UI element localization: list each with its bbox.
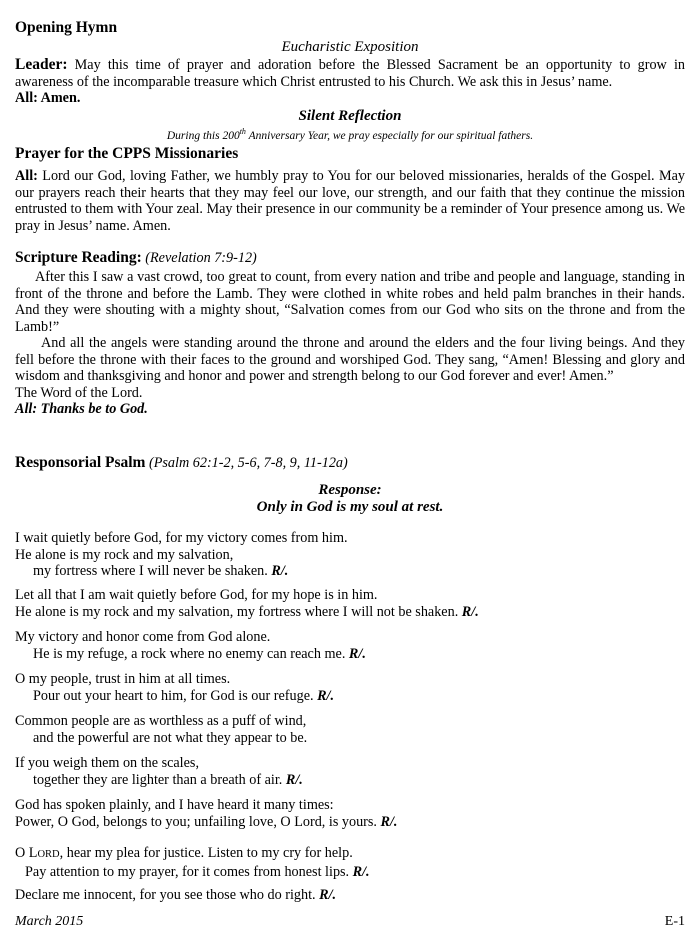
psalm-stanza-1: I wait quietly before God, for my victory comes from him. He alone is my rock and my salvation, my fortress where I will never be shaken. R/.	[15, 530, 348, 579]
response-label: Response:	[318, 482, 382, 498]
missionaries-heading: Prayer for the CPPS Missionaries	[15, 145, 239, 162]
psalm-heading: Responsorial Psalm (Psalm 62:1-2, 5-6, 7-8, 9, 11-12a)	[15, 454, 348, 471]
word-of-the-lord: The Word of the Lord.	[15, 384, 143, 401]
opening-hymn-heading: Opening Hymn	[15, 19, 118, 36]
all-amen: All: Amen.	[15, 90, 81, 106]
missionaries-prayer: All: Lord our God, loving Father, we humbly pray to You for our beloved missionaries, heralds of the Gospel. May our prayers reach their hearts that they may feel our love, our strength, and our faith that they continue the mission entrusted to them with Your zeal. May their presence in our community be a reminder of Your presence among us. We pray in Jesus’ name. Amen.	[15, 168, 685, 234]
scripture-heading: Scripture Reading: (Revelation 7:9-12)	[15, 249, 257, 266]
exposition-heading: Eucharistic Exposition	[281, 39, 419, 55]
scripture-paragraph-1: After this I saw a vast crowd, too great to count, from every nation and tribe and people and language, standing in front of the throne and before the Lamb. They were clothed in white robes and held palm branches in their hands. And they were shouting with a mighty shout, “Salvation comes from our God who sits on the throne and from the Lamb!”	[15, 269, 685, 335]
page-number: E-1	[664, 914, 685, 929]
psalm-stanza-8: O LORD, hear my plea for justice. Listen to my cry for help. Pay attention to my prayer, for it comes from honest lips. R/.	[15, 845, 370, 880]
leader-prayer	[15, 57, 685, 90]
leader-label: Leader:	[15, 56, 68, 73]
page-footer	[15, 914, 685, 931]
psalm-stanza-2: Let all that I am wait quietly before God, for my hope is in him. He alone is my rock and my salvation, my fortress where I will not be shaken. R/.	[15, 587, 479, 620]
psalm-stanza-7: God has spoken plainly, and I have heard it many times: Power, O God, belongs to you; unfailing love, O Lord, is yours. R/.	[15, 797, 398, 830]
leader-text: May this time of prayer and adoration before the Blessed Sacrament be an opportunity to grow in awareness of the incomparable treasure which Christ entrusted to his Church. We ask this in Jesus’ name.	[15, 57, 685, 90]
response-text: Only in God is my soul at rest.	[256, 498, 444, 515]
psalm-stanza-3: My victory and honor come from God alone. He is my refuge, a rock where no enemy can reach me. R/.	[15, 629, 366, 662]
silent-reflection-heading: Silent Reflection	[298, 108, 402, 124]
scripture-paragraph-2: And all the angels were standing around the throne and around the elders and the four living beings. And they fell before the throne with their faces to the ground and worshiped God. They sang, “Amen! Blessing and glory and wisdom and thanksgiving and honor and power and strength belong to our God forever and ever! Amen.”	[15, 335, 685, 384]
footer-date: March 2015	[15, 914, 84, 929]
psalm-stanza-6: If you weigh them on the scales, together they are lighter than a breath of air. R/.	[15, 755, 303, 788]
psalm-stanza-9: Declare me innocent, for you see those who do right. R/.	[15, 887, 337, 903]
thanks-be-to-god: All: Thanks be to God.	[15, 401, 148, 417]
reflection-note: During this 200th Anniversary Year, we pray especially for our spiritual fathers.	[166, 126, 534, 142]
psalm-stanza-5: Common people are as worthless as a puff of wind, and the powerful are not what they appear to be.	[15, 713, 308, 746]
psalm-stanza-4: O my people, trust in him at all times. Pour out your heart to him, for God is our refuge. R/.	[15, 671, 335, 704]
